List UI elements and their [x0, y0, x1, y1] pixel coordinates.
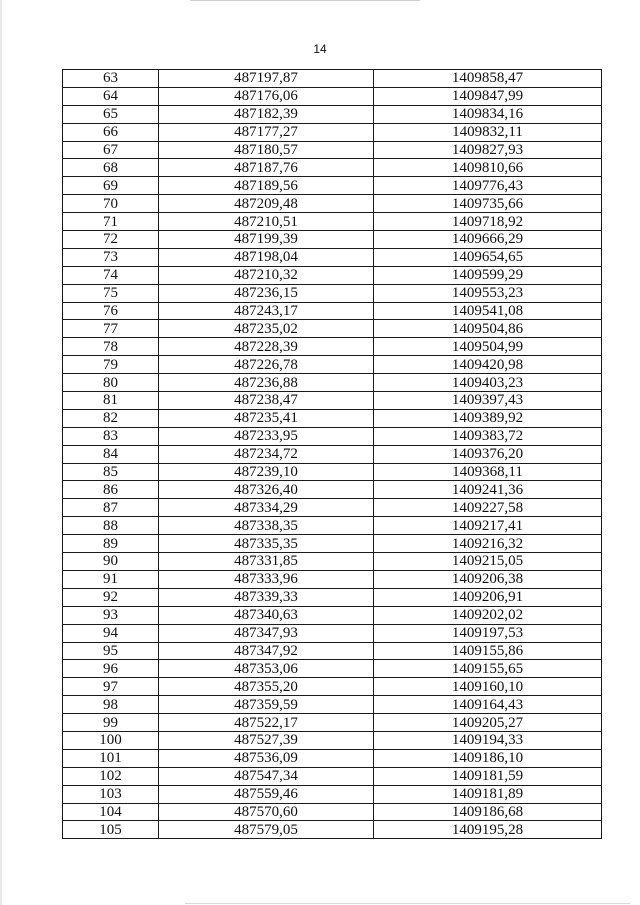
- point-number-cell: 97: [63, 678, 159, 696]
- y-coordinate-cell: 1409397,43: [374, 392, 602, 410]
- x-coordinate-cell: 487347,92: [159, 642, 374, 660]
- x-coordinate-cell: 487338,35: [159, 517, 374, 535]
- point-number-cell: 88: [63, 517, 159, 535]
- point-number-cell: 73: [63, 248, 159, 266]
- table-row: [63, 553, 602, 571]
- table-row: [63, 606, 602, 624]
- table-row: [63, 499, 602, 517]
- table-row: [63, 123, 602, 141]
- x-coordinate-cell: 487210,51: [159, 213, 374, 231]
- point-number-cell: 81: [63, 392, 159, 410]
- y-coordinate-cell: 1409197,53: [374, 624, 602, 642]
- y-coordinate-cell: 1409847,99: [374, 87, 602, 105]
- y-coordinate-cell: 1409186,68: [374, 803, 602, 821]
- table-row: [63, 624, 602, 642]
- y-coordinate-cell: 1409181,59: [374, 767, 602, 785]
- table-row: [63, 427, 602, 445]
- x-coordinate-cell: 487236,88: [159, 374, 374, 392]
- scan-edge-left: [0, 0, 2, 905]
- table-row: [63, 320, 602, 338]
- table-row: [63, 70, 602, 88]
- y-coordinate-cell: 1409160,10: [374, 678, 602, 696]
- point-number-cell: 74: [63, 266, 159, 284]
- y-coordinate-cell: 1409654,65: [374, 248, 602, 266]
- table-row: [63, 177, 602, 195]
- point-number-cell: 63: [63, 70, 159, 88]
- x-coordinate-cell: 487579,05: [159, 821, 374, 839]
- point-number-cell: 69: [63, 177, 159, 195]
- table-row: [63, 588, 602, 606]
- y-coordinate-cell: 1409155,86: [374, 642, 602, 660]
- y-coordinate-cell: 1409735,66: [374, 195, 602, 213]
- table-row: [63, 105, 602, 123]
- table-row: [63, 803, 602, 821]
- x-coordinate-cell: 487236,15: [159, 284, 374, 302]
- table-row: [63, 445, 602, 463]
- point-number-cell: 85: [63, 463, 159, 481]
- y-coordinate-cell: 1409227,58: [374, 499, 602, 517]
- point-number-cell: 87: [63, 499, 159, 517]
- x-coordinate-cell: 487547,34: [159, 767, 374, 785]
- y-coordinate-cell: 1409202,02: [374, 606, 602, 624]
- x-coordinate-cell: 487334,29: [159, 499, 374, 517]
- y-coordinate-cell: 1409858,47: [374, 70, 602, 88]
- table-row: [63, 213, 602, 231]
- x-coordinate-cell: 487559,46: [159, 785, 374, 803]
- y-coordinate-cell: 1409195,28: [374, 821, 602, 839]
- x-coordinate-cell: 487522,17: [159, 714, 374, 732]
- point-number-cell: 89: [63, 535, 159, 553]
- point-number-cell: 66: [63, 123, 159, 141]
- point-number-cell: 103: [63, 785, 159, 803]
- table-row: [63, 248, 602, 266]
- x-coordinate-cell: 487187,76: [159, 159, 374, 177]
- table-row: [63, 821, 602, 839]
- table-row: [63, 266, 602, 284]
- table-row: [63, 785, 602, 803]
- x-coordinate-cell: 487180,57: [159, 141, 374, 159]
- table-row: [63, 141, 602, 159]
- point-number-cell: 101: [63, 749, 159, 767]
- point-number-cell: 77: [63, 320, 159, 338]
- x-coordinate-cell: 487233,95: [159, 427, 374, 445]
- point-number-cell: 95: [63, 642, 159, 660]
- table-row: [63, 714, 602, 732]
- point-number-cell: 67: [63, 141, 159, 159]
- point-number-cell: 99: [63, 714, 159, 732]
- table-row: [63, 517, 602, 535]
- y-coordinate-cell: 1409155,65: [374, 660, 602, 678]
- y-coordinate-cell: 1409181,89: [374, 785, 602, 803]
- table-row: [63, 678, 602, 696]
- table-row: [63, 87, 602, 105]
- x-coordinate-cell: 487209,48: [159, 195, 374, 213]
- x-coordinate-cell: 487234,72: [159, 445, 374, 463]
- y-coordinate-cell: 1409194,33: [374, 731, 602, 749]
- point-number-cell: 68: [63, 159, 159, 177]
- y-coordinate-cell: 1409666,29: [374, 231, 602, 249]
- table-row: [63, 338, 602, 356]
- x-coordinate-cell: 487570,60: [159, 803, 374, 821]
- table-row: [63, 463, 602, 481]
- table-row: [63, 159, 602, 177]
- x-coordinate-cell: 487189,56: [159, 177, 374, 195]
- x-coordinate-cell: 487355,20: [159, 678, 374, 696]
- x-coordinate-cell: 487326,40: [159, 481, 374, 499]
- y-coordinate-cell: 1409368,11: [374, 463, 602, 481]
- table-row: [63, 642, 602, 660]
- point-number-cell: 65: [63, 105, 159, 123]
- table-row: [63, 731, 602, 749]
- point-number-cell: 82: [63, 409, 159, 427]
- x-coordinate-cell: 487198,04: [159, 248, 374, 266]
- x-coordinate-cell: 487199,39: [159, 231, 374, 249]
- point-number-cell: 80: [63, 374, 159, 392]
- y-coordinate-cell: 1409553,23: [374, 284, 602, 302]
- coordinates-table-body: [63, 70, 602, 839]
- x-coordinate-cell: 487340,63: [159, 606, 374, 624]
- scan-edge-bottom: [185, 903, 630, 904]
- x-coordinate-cell: 487235,02: [159, 320, 374, 338]
- table-row: [63, 767, 602, 785]
- point-number-cell: 100: [63, 731, 159, 749]
- point-number-cell: 84: [63, 445, 159, 463]
- point-number-cell: 90: [63, 553, 159, 571]
- x-coordinate-cell: 487228,39: [159, 338, 374, 356]
- table-row: [63, 749, 602, 767]
- y-coordinate-cell: 1409206,91: [374, 588, 602, 606]
- coordinates-table: [62, 69, 602, 839]
- x-coordinate-cell: 487331,85: [159, 553, 374, 571]
- point-number-cell: 78: [63, 338, 159, 356]
- y-coordinate-cell: 1409776,43: [374, 177, 602, 195]
- y-coordinate-cell: 1409504,99: [374, 338, 602, 356]
- x-coordinate-cell: 487226,78: [159, 356, 374, 374]
- table-row: [63, 481, 602, 499]
- point-number-cell: 71: [63, 213, 159, 231]
- x-coordinate-cell: 487238,47: [159, 392, 374, 410]
- y-coordinate-cell: 1409832,11: [374, 123, 602, 141]
- y-coordinate-cell: 1409216,32: [374, 535, 602, 553]
- x-coordinate-cell: 487210,32: [159, 266, 374, 284]
- point-number-cell: 70: [63, 195, 159, 213]
- y-coordinate-cell: 1409241,36: [374, 481, 602, 499]
- y-coordinate-cell: 1409206,38: [374, 570, 602, 588]
- point-number-cell: 104: [63, 803, 159, 821]
- table-row: [63, 392, 602, 410]
- point-number-cell: 79: [63, 356, 159, 374]
- x-coordinate-cell: 487335,35: [159, 535, 374, 553]
- table-row: [63, 195, 602, 213]
- point-number-cell: 64: [63, 87, 159, 105]
- x-coordinate-cell: 487243,17: [159, 302, 374, 320]
- y-coordinate-cell: 1409810,66: [374, 159, 602, 177]
- point-number-cell: 102: [63, 767, 159, 785]
- x-coordinate-cell: 487527,39: [159, 731, 374, 749]
- y-coordinate-cell: 1409215,05: [374, 553, 602, 571]
- point-number-cell: 86: [63, 481, 159, 499]
- x-coordinate-cell: 487347,93: [159, 624, 374, 642]
- x-coordinate-cell: 487235,41: [159, 409, 374, 427]
- x-coordinate-cell: 487176,06: [159, 87, 374, 105]
- y-coordinate-cell: 1409834,16: [374, 105, 602, 123]
- x-coordinate-cell: 487359,59: [159, 696, 374, 714]
- y-coordinate-cell: 1409217,41: [374, 517, 602, 535]
- x-coordinate-cell: 487333,96: [159, 570, 374, 588]
- table-row: [63, 302, 602, 320]
- table-row: [63, 660, 602, 678]
- x-coordinate-cell: 487239,10: [159, 463, 374, 481]
- y-coordinate-cell: 1409205,27: [374, 714, 602, 732]
- y-coordinate-cell: 1409383,72: [374, 427, 602, 445]
- y-coordinate-cell: 1409389,92: [374, 409, 602, 427]
- point-number-cell: 105: [63, 821, 159, 839]
- y-coordinate-cell: 1409718,92: [374, 213, 602, 231]
- x-coordinate-cell: 487353,06: [159, 660, 374, 678]
- table-row: [63, 696, 602, 714]
- x-coordinate-cell: 487177,27: [159, 123, 374, 141]
- x-coordinate-cell: 487339,33: [159, 588, 374, 606]
- y-coordinate-cell: 1409420,98: [374, 356, 602, 374]
- table-row: [63, 356, 602, 374]
- y-coordinate-cell: 1409827,93: [374, 141, 602, 159]
- page-number: 14: [313, 42, 327, 56]
- x-coordinate-cell: 487536,09: [159, 749, 374, 767]
- point-number-cell: 83: [63, 427, 159, 445]
- point-number-cell: 94: [63, 624, 159, 642]
- y-coordinate-cell: 1409164,43: [374, 696, 602, 714]
- y-coordinate-cell: 1409504,86: [374, 320, 602, 338]
- table-row: [63, 374, 602, 392]
- point-number-cell: 92: [63, 588, 159, 606]
- table-row: [63, 409, 602, 427]
- table-row: [63, 570, 602, 588]
- point-number-cell: 96: [63, 660, 159, 678]
- y-coordinate-cell: 1409376,20: [374, 445, 602, 463]
- table-row: [63, 284, 602, 302]
- x-coordinate-cell: 487197,87: [159, 70, 374, 88]
- table-row: [63, 231, 602, 249]
- point-number-cell: 93: [63, 606, 159, 624]
- x-coordinate-cell: 487182,39: [159, 105, 374, 123]
- table-row: [63, 535, 602, 553]
- point-number-cell: 91: [63, 570, 159, 588]
- y-coordinate-cell: 1409186,10: [374, 749, 602, 767]
- y-coordinate-cell: 1409403,23: [374, 374, 602, 392]
- y-coordinate-cell: 1409541,08: [374, 302, 602, 320]
- point-number-cell: 75: [63, 284, 159, 302]
- point-number-cell: 72: [63, 231, 159, 249]
- scan-edge-top: [190, 0, 420, 1]
- y-coordinate-cell: 1409599,29: [374, 266, 602, 284]
- point-number-cell: 76: [63, 302, 159, 320]
- point-number-cell: 98: [63, 696, 159, 714]
